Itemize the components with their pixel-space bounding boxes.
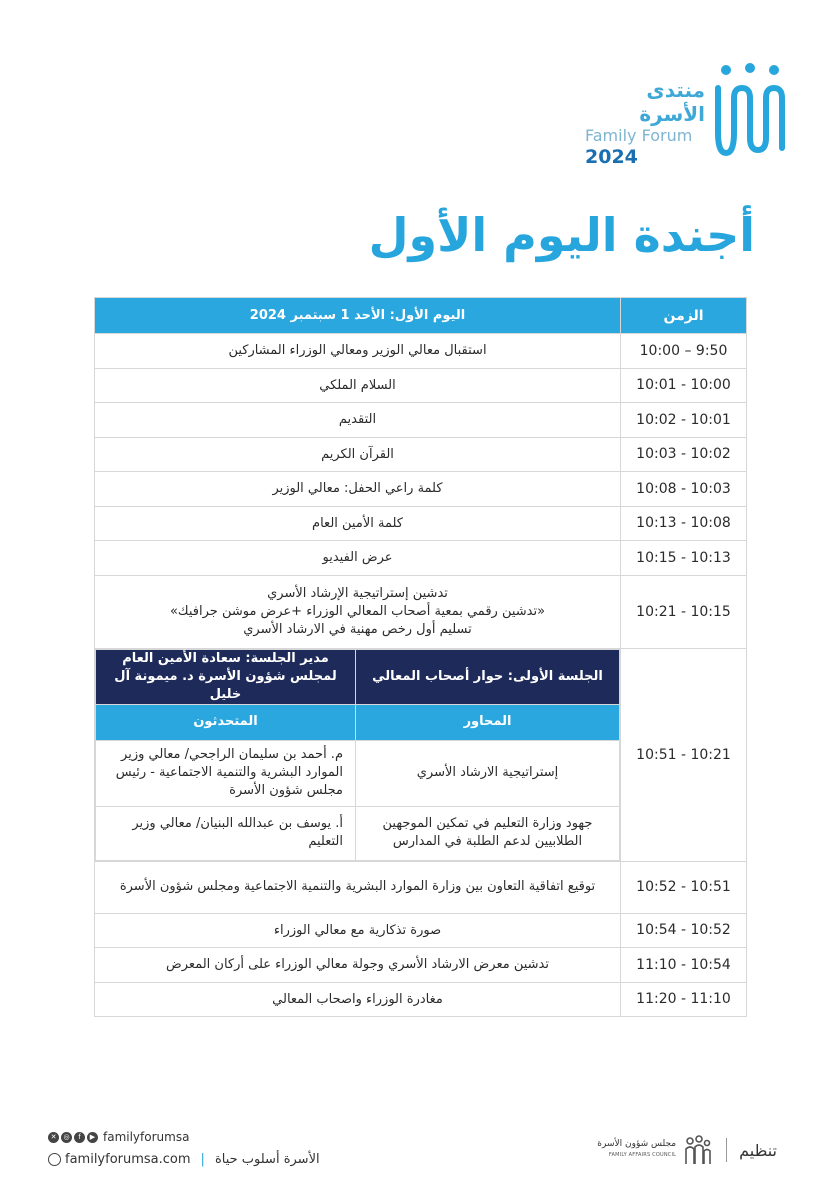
logo-arabic: منتدى الأسرة [639, 78, 705, 126]
row-time: 9:50 – 10:00 [621, 334, 747, 369]
row-item: تدشين معرض الارشاد الأسري وجولة معالي الوزراء على أركان المعرض [95, 948, 621, 983]
row-time: 10:08 - 10:13 [621, 506, 747, 541]
table-row [95, 861, 747, 913]
row-time: 10:13 - 10:15 [621, 541, 747, 576]
talk-axis: جهود وزارة التعليم في تمكين الموجهين الطلابيين لدعم الطلبة في المدارس [356, 806, 620, 860]
session-header-row [96, 649, 620, 704]
logo-year: 2024 [585, 146, 638, 168]
council-english: FAMILY AFFAIRS COUNCIL [608, 1152, 677, 1158]
launch-line-3: تسليم أول رخص مهنية في الارشاد الأسري [243, 621, 472, 637]
session-moderator: مدير الجلسة: سعادة الأمين العام لمجلس شؤون الأسرة د. ميمونة آل خليل [96, 649, 356, 704]
page-title: أجندة اليوم الأول [368, 208, 755, 262]
tagline: الأسرة أسلوب حياة [214, 1152, 320, 1167]
session-time: 10:21 - 10:51 [621, 648, 747, 861]
logo-english: Family Forum [585, 126, 693, 145]
footer-organizer [597, 1128, 777, 1172]
row-time: 10:00 - 10:01 [621, 368, 747, 403]
family-council-icon [682, 1134, 714, 1166]
row-item: السلام الملكي [95, 368, 621, 403]
table-row [95, 948, 747, 983]
launch-time: 10:15 - 10:21 [621, 575, 747, 648]
table-row [95, 982, 747, 1017]
separator: | [200, 1152, 205, 1167]
x-icon[interactable]: ✕ [48, 1132, 59, 1143]
launch-item [95, 575, 621, 648]
header-time: الزمن [621, 298, 747, 334]
row-time: 10:54 - 11:10 [621, 948, 747, 983]
talk-row [96, 806, 620, 860]
speakers-header: المتحدثون [96, 704, 356, 740]
row-item: عرض الفيديو [95, 541, 621, 576]
youtube-icon[interactable]: ▶ [87, 1132, 98, 1143]
session-cell [95, 648, 621, 861]
row-item: القرآن الكريم [95, 437, 621, 472]
row-time: 10:01 - 10:02 [621, 403, 747, 438]
table-row [95, 541, 747, 576]
talk-speaker: م. أحمد بن سليمان الراجحي/ معالي وزير الموارد البشرية والتنمية الاجتماعية - رئيس مجلس شؤون الأسرة [96, 740, 356, 806]
launch-line-2: «تدشين رقمي بمعية أصحاب المعالي الوزراء +عرض موشن جرافيك» [169, 603, 546, 619]
session-subheader-row [96, 704, 620, 740]
session-table [95, 649, 620, 861]
organizer-label: تنظيم [739, 1140, 777, 1160]
row-time: 10:03 - 10:08 [621, 472, 747, 507]
session-row [95, 648, 747, 861]
instagram-icon[interactable]: ◎ [61, 1132, 72, 1143]
council-text [597, 1139, 676, 1161]
row-item: كلمة راعي الحفل: معالي الوزير [95, 472, 621, 507]
logo-text [585, 78, 705, 168]
row-time: 11:10 - 11:20 [621, 982, 747, 1017]
agenda-table [94, 297, 747, 1017]
table-row [95, 403, 747, 438]
family-forum-mark-icon [713, 58, 787, 158]
forum-logo [585, 58, 795, 168]
row-item: صورة تذكارية مع معالي الوزراء [95, 913, 621, 948]
talk-row [96, 740, 620, 806]
row-time: 10:52 - 10:54 [621, 913, 747, 948]
axes-header: المحاور [356, 704, 620, 740]
table-row [95, 913, 747, 948]
social-handle[interactable]: familyforumsa [103, 1130, 190, 1144]
row-item: كلمة الأمين العام [95, 506, 621, 541]
row-time: 10:51 - 10:52 [621, 861, 747, 913]
row-item: استقبال معالي الوزير ومعالي الوزراء المشاركين [95, 334, 621, 369]
launch-line-1: تدشين إستراتيجية الإرشاد الأسري [267, 585, 448, 601]
divider [726, 1138, 727, 1162]
table-row [95, 506, 747, 541]
table-row [95, 368, 747, 403]
session-title: الجلسة الأولى: حوار أصحاب المعالي [356, 649, 620, 704]
talk-axis: إستراتيجية الارشاد الأسري [356, 740, 620, 806]
footer-contacts [48, 1128, 320, 1167]
globe-icon [48, 1153, 61, 1166]
row-item: توقيع اتفاقية التعاون بين وزارة الموارد البشرية والتنمية الاجتماعية ومجلس شؤون الأسرة [95, 861, 621, 913]
talk-speaker: أ. يوسف بن عبدالله البنيان/ معالي وزير التعليم [96, 806, 356, 860]
table-row [95, 437, 747, 472]
table-row [95, 334, 747, 369]
row-item: مغادرة الوزراء واصحاب المعالي [95, 982, 621, 1017]
table-row [95, 472, 747, 507]
header-day: اليوم الأول: الأحد 1 سبتمبر 2024 [95, 298, 621, 334]
council-arabic: مجلس شؤون الأسرة [597, 1139, 677, 1149]
launch-row [95, 575, 747, 648]
row-item: التقديم [95, 403, 621, 438]
website-link[interactable]: familyforumsa.com [65, 1152, 191, 1167]
table-header-row [95, 298, 747, 334]
row-time: 10:02 - 10:03 [621, 437, 747, 472]
facebook-icon[interactable]: f [74, 1132, 85, 1143]
website-line [48, 1152, 320, 1167]
social-line [48, 1128, 320, 1146]
council-logo [597, 1134, 714, 1166]
